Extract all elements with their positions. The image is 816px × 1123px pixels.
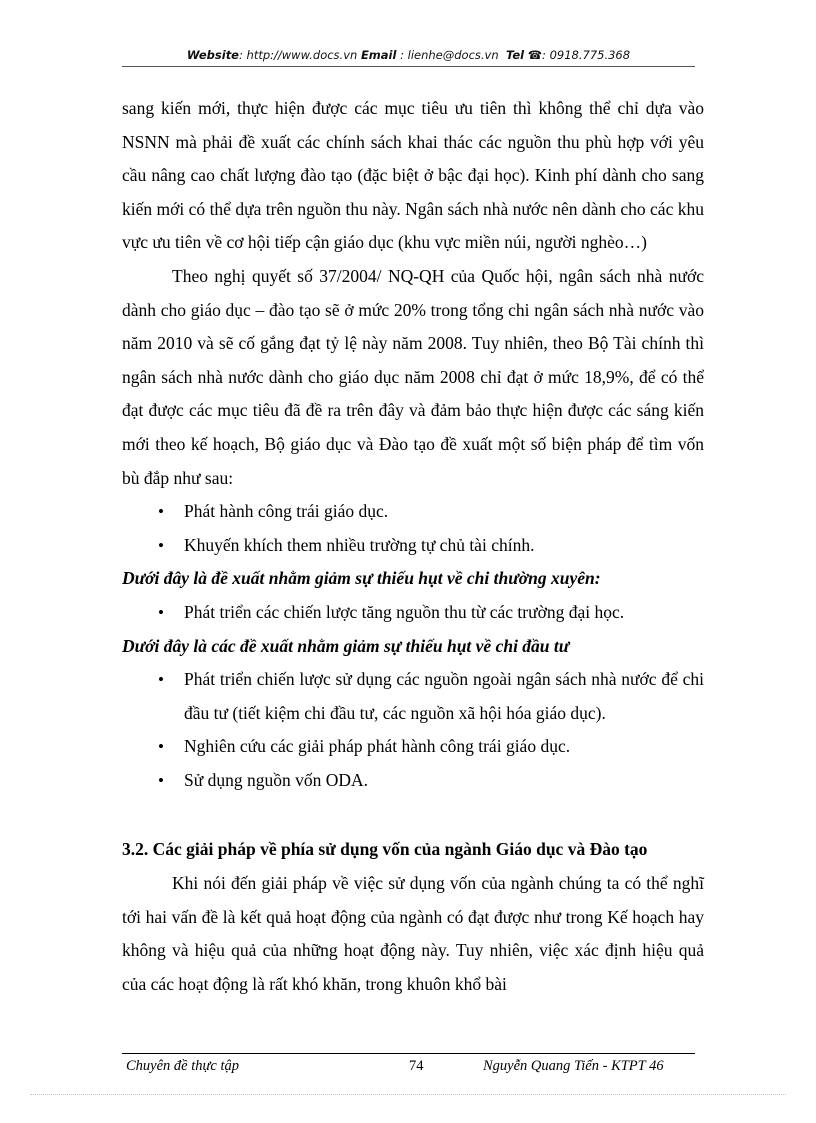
bullet-list-investment: [122, 663, 704, 797]
subheading-recurrent: Dưới đây là đề xuất nhằm giảm sự thiếu hụt về chi thường xuyên:: [122, 568, 601, 589]
list-item: • Phát triển chiến lược sử dụng các nguồn ngoài ngân sách nhà nước để chi đầu tư (tiết kiệm chi đầu tư, các nguồn xã hội hóa giáo dục).: [122, 663, 704, 730]
page-number: 74: [409, 1058, 424, 1074]
page-bottom-divider: [30, 1094, 786, 1095]
tel-label: Tel: [505, 48, 525, 62]
section-title: 3.2. Các giải pháp về phía sử dụng vốn của ngành Giáo dục và Đào tạo: [122, 839, 648, 860]
page-header: [122, 48, 695, 62]
paragraph-2: Theo nghị quyết số 37/2004/ NQ-QH của Quốc hội, ngân sách nhà nước dành cho giáo dục – đào tạo sẽ ở mức 20% trong tổng chi ngân sách nhà nước vào năm 2010 và sẽ cố gắng đạt tỷ lệ này năm 2008. Tuy nhiên, theo Bộ Tài chính thì ngân sách nhà nước dành cho giáo dục năm 2008 chỉ đạt ở mức 18,9%, để có thể đạt được các mục tiêu đã đề ra trên đây và đảm bảo thực hiện được các sáng kiến mới theo kế hoạch, Bộ giáo dục và Đào tạo đề xuất một số biện pháp để tìm vốn bù đắp như sau:: [122, 265, 704, 488]
list-item: • Nghiên cứu các giải pháp phát hành công trái giáo dục.: [122, 730, 704, 764]
header-rule: [122, 66, 695, 67]
page-body: [122, 92, 704, 1001]
website-value: : http://www.docs.vn: [239, 48, 358, 62]
list-item: • Sử dụng nguồn vốn ODA.: [122, 764, 704, 798]
list-item: • Khuyến khích them nhiều trường tự chủ tài chính.: [122, 529, 704, 563]
email-value: : lienhe@docs.vn: [396, 48, 499, 62]
footer-doc-title: Chuyên đề thực tập: [126, 1058, 240, 1074]
email-label: Email: [360, 48, 397, 62]
paragraph-1: sang kiến mới, thực hiện được các mục tiêu ưu tiên thì không thể chỉ dựa vào NSNN mà phải đề xuất các chính sách khai thác các nguồn thu phù hợp với yêu cầu nâng cao chất lượng đào tạo (đặc biệt ở bậc đại học). Kinh phí dành cho sang kiến mới có thể dựa trên nguồn thu này. Ngân sách nhà nước nên dành cho các khu vực ưu tiên về cơ hội tiếp cận giáo dục (khu vực miền núi, người nghèo…): [122, 98, 704, 253]
subheading-investment: Dưới đây là các đề xuất nhằm giảm sự thiếu hụt về chi đầu tư: [122, 635, 570, 656]
tel-value: : 0918.775.368: [542, 48, 631, 62]
paragraph-3: Khi nói đến giải pháp về việc sử dụng vốn của ngành chúng ta có thể nghĩ tới hai vấn đề là kết quả hoạt động của ngành có đạt được như trong Kế hoạch hay không và hiệu quả của những hoạt động này. Tuy nhiên, việc xác định hiệu quả của các hoạt động là rất khó khăn, trong khuôn khổ bài: [122, 873, 704, 994]
website-label: Website: [186, 48, 239, 62]
footer-rule: [122, 1053, 695, 1054]
list-item: • Phát hành công trái giáo dục.: [122, 495, 704, 529]
bullet-list-recurrent: [122, 596, 704, 630]
bullet-list-funding: [122, 495, 704, 562]
footer-author: Nguyễn Quang Tiến - KTPT 46: [483, 1058, 664, 1074]
phone-icon: ☎: [527, 48, 543, 62]
list-item: • Phát triển các chiến lược tăng nguồn thu từ các trường đại học.: [122, 596, 704, 630]
